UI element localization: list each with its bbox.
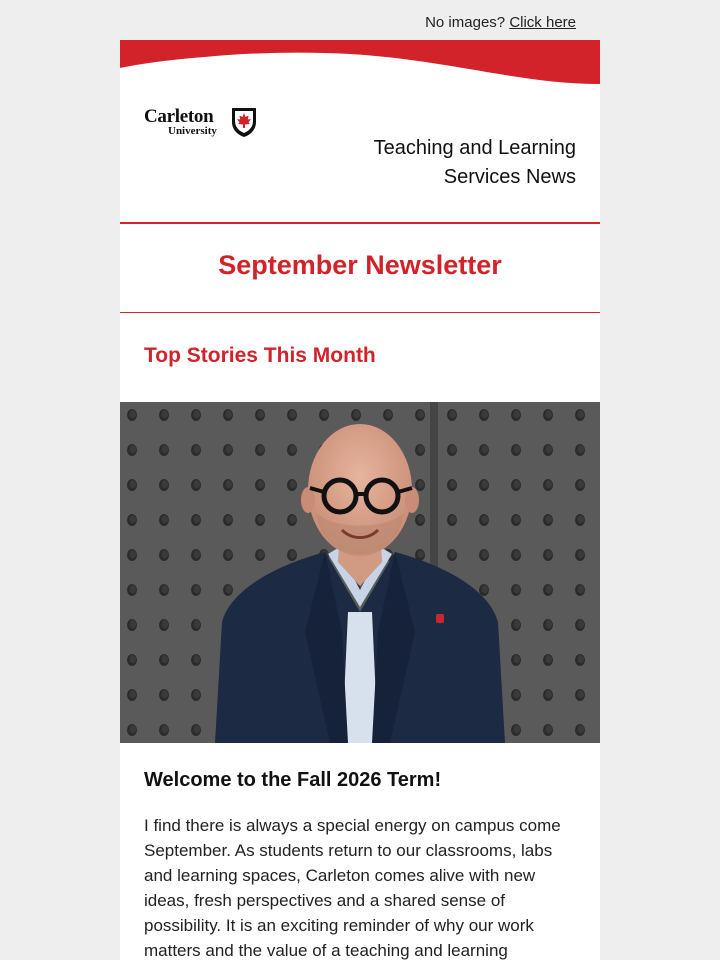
header-tagline: Teaching and Learning Services News [373, 137, 576, 188]
click-here-link[interactable]: Click here [509, 14, 576, 31]
logo-subtitle: University [168, 125, 217, 137]
preheader-bar [0, 0, 720, 40]
divider-top [120, 222, 600, 224]
logo-wordmark: Carleton [144, 106, 214, 127]
featured-photo[interactable] [120, 402, 600, 743]
carleton-logo[interactable] [144, 106, 264, 142]
article-body [144, 813, 576, 960]
newsletter-title: September Newsletter [218, 250, 502, 280]
no-images-notice [425, 14, 576, 31]
divider-bottom [120, 312, 600, 313]
no-images-text: No images? [425, 14, 506, 31]
section-heading: Top Stories This Month [144, 344, 376, 367]
article-title: Welcome to the Fall 2026 Term! [144, 769, 442, 791]
maple-leaf-shield-icon [230, 106, 258, 138]
newsletter-card [120, 40, 600, 960]
header-wave-banner [120, 40, 600, 88]
article-paragraph: I find there is always a special energy on campus come September. As students return to our classrooms, labs and learning spaces, Carleton comes alive with new ideas, fresh perspectives and a shared sense of possibility. It is an exciting reminder of why our work matters and the value of a teaching and learning [144, 816, 561, 960]
